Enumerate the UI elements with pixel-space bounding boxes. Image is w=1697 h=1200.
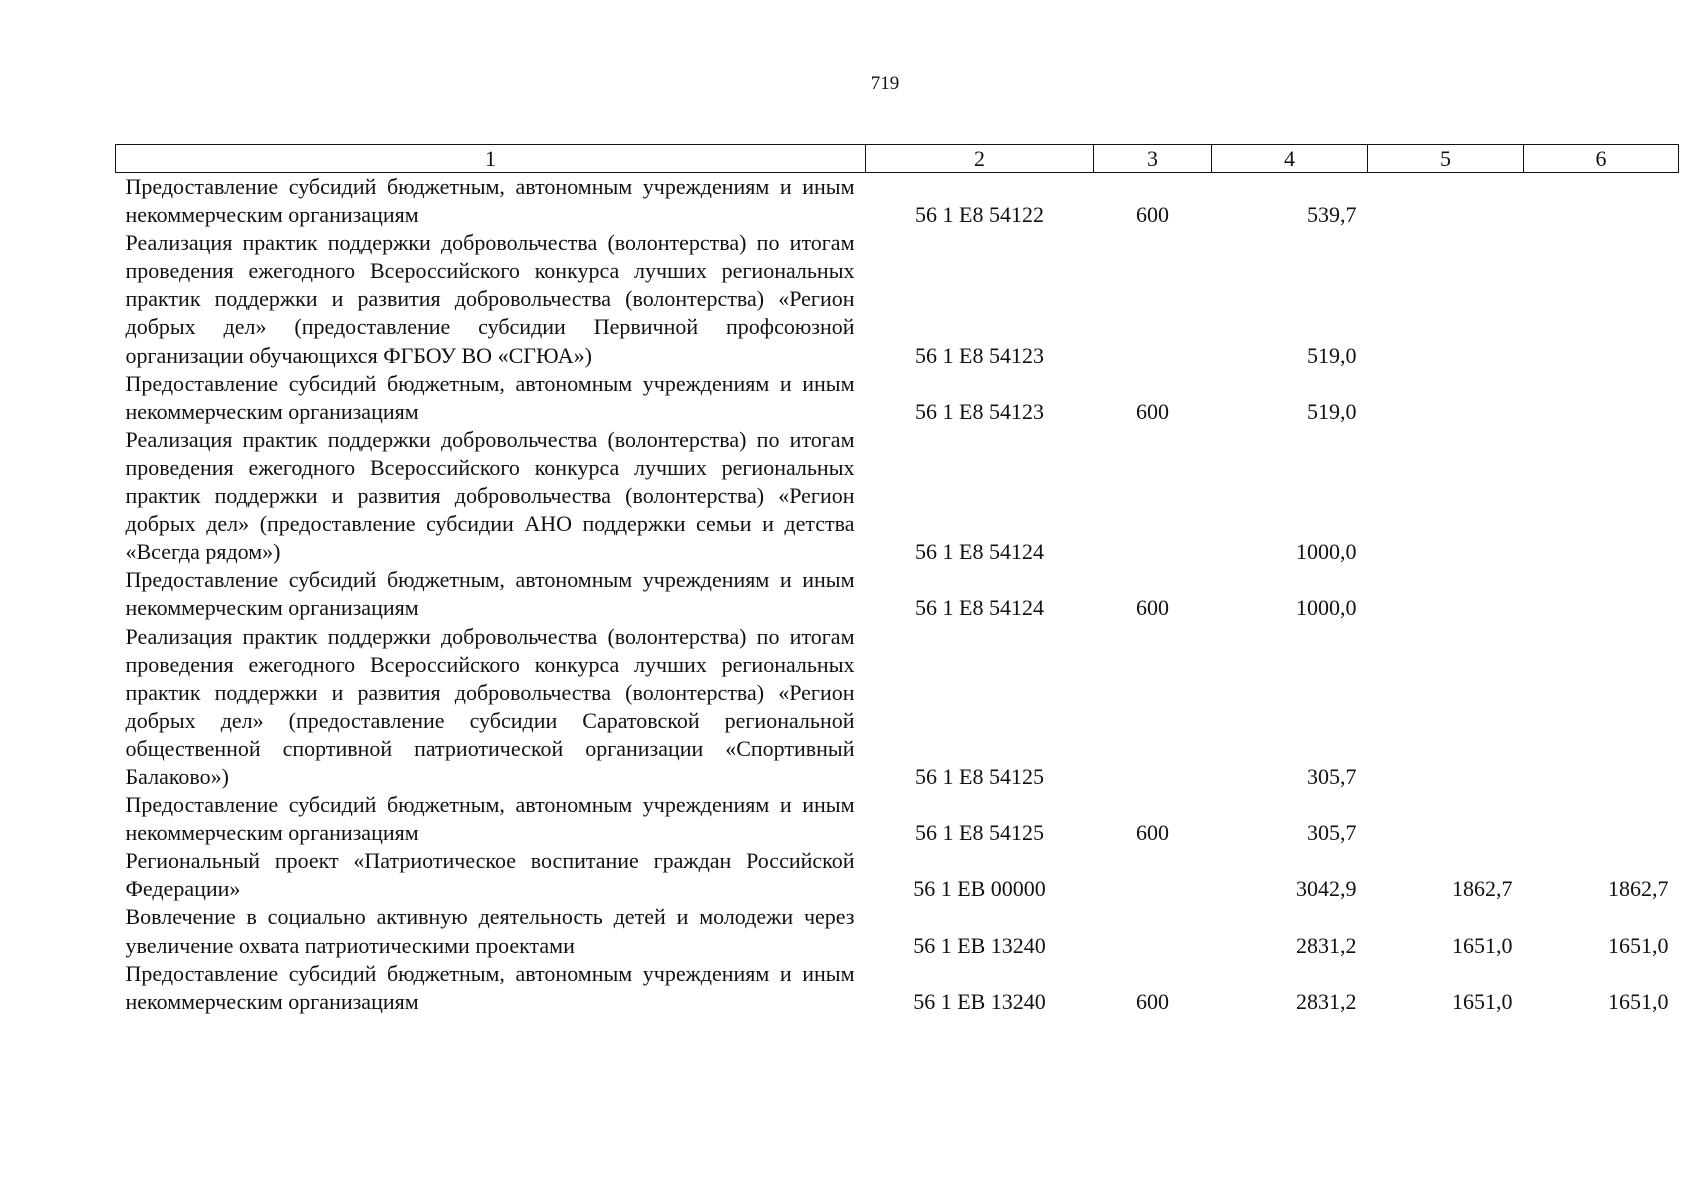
table-row <box>116 847 1679 903</box>
page-number: 719 <box>870 73 900 94</box>
row-code: 56 1 E8 54123 <box>915 398 1044 424</box>
table-row <box>116 229 1679 369</box>
row-name: Региональный проект «Патриотическое воспитание граждан Российской Федерации» <box>125 848 855 902</box>
row-name: Реализация практик поддержки добровольчества (волонтерства) по итогам проведения ежегодного Всероссийского конкурса лучших региональных практик поддержки и развития добровольчества (волонтерства) «Регион добрых дел» (предоставление субсидии Саратовской региональной общественной спортивной патриотической организации «Спортивный Балаково») <box>125 623 855 789</box>
row-name: Предоставление субсидий бюджетным, автономным учреждениям и иным некоммерческим организациям <box>125 567 855 621</box>
table-row <box>116 173 1679 230</box>
row-code: 56 1 EB 13240 <box>913 988 1046 1014</box>
table-row <box>116 903 1679 959</box>
row-value-5 <box>1368 370 1524 426</box>
row-code: 56 1 E8 54125 <box>915 820 1044 846</box>
table-row <box>116 426 1679 566</box>
row-value-4: 2831,2 <box>1296 932 1357 958</box>
row-expense-type <box>1094 847 1212 903</box>
row-value-4: 3042,9 <box>1296 876 1357 902</box>
row-expense-type <box>1094 903 1212 959</box>
row-name: Реализация практик поддержки добровольчества (волонтерства) по итогам проведения ежегодного Всероссийского конкурса лучших региональных практик поддержки и развития добровольчества (волонтерства) «Регион добрых дел» (предоставление субсидии Первичной профсоюзной организации обучающихся ФГБОУ ВО «СГЮА») <box>125 230 855 368</box>
row-value-4: 539,7 <box>1307 202 1357 228</box>
row-expense-type <box>1094 623 1212 792</box>
row-value-6 <box>1524 791 1679 847</box>
row-code: 56 1 EB 00000 <box>913 876 1046 902</box>
row-expense-type: 600 <box>1136 398 1169 424</box>
row-value-6 <box>1524 566 1679 622</box>
row-name: Предоставление субсидий бюджетным, автономным учреждениям и иным некоммерческим организациям <box>125 960 855 1014</box>
column-header-6: 6 <box>1524 145 1679 173</box>
header-row <box>116 145 1679 173</box>
row-name: Реализация практик поддержки добровольчества (волонтерства) по итогам проведения ежегодного Всероссийского конкурса лучших региональных практик поддержки и развития добровольчества (волонтерства) «Регион добрых дел» (предоставление субсидии АНО поддержки семьи и детства «Всегда рядом») <box>125 426 855 565</box>
table-row <box>116 791 1679 847</box>
row-value-6: 1651,0 <box>1608 932 1669 958</box>
row-name: Предоставление субсидий бюджетным, автономным учреждениям и иным некоммерческим организациям <box>125 174 855 228</box>
column-header-2: 2 <box>866 145 1094 173</box>
row-expense-type: 600 <box>1136 820 1169 846</box>
row-name: Предоставление субсидий бюджетным, автономным учреждениям и иным некоммерческим организациям <box>125 792 855 846</box>
row-value-4: 305,7 <box>1307 763 1357 789</box>
row-name: Вовлечение в социально активную деятельность детей и молодежи через увеличение охвата патриотическими проектами <box>125 904 855 958</box>
row-code: 56 1 E8 54125 <box>915 763 1044 789</box>
row-value-4: 2831,2 <box>1296 988 1357 1014</box>
row-value-4: 519,0 <box>1307 398 1357 424</box>
table-row <box>116 960 1679 1016</box>
row-expense-type <box>1094 229 1212 369</box>
row-value-6 <box>1524 426 1679 566</box>
row-expense-type: 600 <box>1136 202 1169 228</box>
row-code: 56 1 E8 54124 <box>915 539 1044 565</box>
column-header-4: 4 <box>1212 145 1368 173</box>
row-value-6: 1862,7 <box>1608 876 1669 902</box>
budget-table <box>115 144 1679 1016</box>
row-value-6 <box>1524 229 1679 369</box>
row-value-5 <box>1368 566 1524 622</box>
table-body <box>116 173 1679 1016</box>
row-code: 56 1 EB 13240 <box>913 932 1046 958</box>
table-row <box>116 370 1679 426</box>
row-code: 56 1 E8 54124 <box>915 595 1044 621</box>
column-header-3: 3 <box>1094 145 1212 173</box>
row-expense-type: 600 <box>1136 988 1169 1014</box>
row-value-4: 305,7 <box>1307 820 1357 846</box>
row-value-6 <box>1524 173 1679 230</box>
table-row <box>116 623 1679 792</box>
row-value-6 <box>1524 623 1679 792</box>
table-row <box>116 566 1679 622</box>
row-code: 56 1 E8 54122 <box>915 202 1044 228</box>
column-header-1: 1 <box>116 145 866 173</box>
row-value-5 <box>1368 623 1524 792</box>
row-name: Предоставление субсидий бюджетным, автономным учреждениям и иным некоммерческим организациям <box>125 370 855 424</box>
row-value-5: 1651,0 <box>1452 932 1513 958</box>
row-expense-type <box>1094 426 1212 566</box>
row-value-6 <box>1524 370 1679 426</box>
row-value-5: 1651,0 <box>1452 988 1513 1014</box>
column-header-5: 5 <box>1368 145 1524 173</box>
row-value-4: 1000,0 <box>1296 539 1357 565</box>
row-value-5 <box>1368 791 1524 847</box>
row-expense-type: 600 <box>1136 595 1169 621</box>
row-value-5: 1862,7 <box>1452 876 1513 902</box>
row-value-5 <box>1368 173 1524 230</box>
row-value-6: 1651,0 <box>1608 988 1669 1014</box>
row-value-4: 519,0 <box>1307 342 1357 368</box>
row-value-4: 1000,0 <box>1296 595 1357 621</box>
row-value-5 <box>1368 229 1524 369</box>
row-code: 56 1 E8 54123 <box>915 342 1044 368</box>
row-value-5 <box>1368 426 1524 566</box>
